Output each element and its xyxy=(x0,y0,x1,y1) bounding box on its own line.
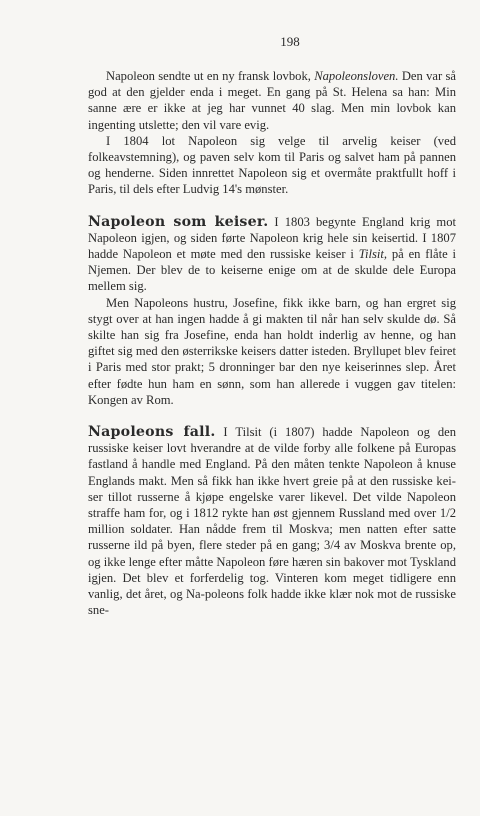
paragraph-text: I 1803 begynte England krig mot Napoleon igjen, og siden førte Napoleon krig hele sin keisertid. I 1807 hadde Napoleon et møte med den russiske keiser i xyxy=(88,214,456,262)
paragraph-text: Den var så god at den gjelder enda i meget. En gang på St. Helena sa han: Min sanne ære er ikke at jeg har vunnet 40 slag. Men min lovbok kan ingenting utslette; den vil vare evig. xyxy=(88,69,456,132)
page-number: 198 xyxy=(280,34,300,49)
section-heading: Napoleons fall. xyxy=(88,424,216,441)
paragraph-josefine: Men Napoleons hustru, Josefine, fikk ikke barn, og han ergret sig stygt over at han ingen hadde å gi makten til når han selv skulde dø. Så skilte han sig fra Josefine, enda han holdt inderlig av henne, og han giftet sig med den østerrikske keisers datter isteden. Bryllupet blev feiret i Paris med stor prakt; 5 dronninger bar den nye keiserinnes slep. Året efter fødte hun ham en sønn, som han allerede i vuggen gav titelen: Kongen av Rom. xyxy=(88,295,456,407)
fraction-half: 1/2 xyxy=(439,506,456,521)
section-napoleon-som-keiser xyxy=(88,214,456,295)
fraction-three-quarters: 3/4 xyxy=(324,538,341,553)
section-napoleons-fall xyxy=(88,424,456,618)
paragraph-napoleonsloven xyxy=(88,68,456,133)
paragraph-text: million soldater. Han nådde frem til Moskva; men natten efter satte russerne ild på byen, flere steder på en gang; xyxy=(88,522,456,553)
section-heading: Napoleon som keiser. xyxy=(88,213,269,230)
paragraph-keiser-1804: I 1804 lot Napoleon sig velge til arvelig keiser (ved folkeavstemning), og paven selv kom til Paris og salvet ham på pannen og henderne. Siden innrettet Napoleon sig et overmåte praktfullt hoff i Paris, til dels efter Ludvig 14's mønster. xyxy=(88,133,456,197)
paragraph-text: Napoleon sendte ut en ny fransk lovbok, xyxy=(106,69,315,83)
italic-term: Tilsit, xyxy=(358,247,388,262)
paragraph-text: på en flåte i Njemen. Der blev de to keiserne enige om at de skulde dele Europa mellem sig. xyxy=(88,247,456,294)
italic-term: Napoleonsloven. xyxy=(314,69,399,83)
paragraph-text: av Moskva brente op, og ikke lenge efter måtte Napoleon føre hæren sin bakover mot Tyskland igjen. Det blev et forferdelig tog. Vinteren kom meget tidligere enn vanlig, det året, og Na-poleons folk hadde ikke klær nok mot de russiske sne- xyxy=(88,538,456,618)
paragraph-text: I Tilsit (i 1807) hadde Napoleon og den russiske keiser lovt hverandre at de vilde forby alle folkene på Europas fastland å handle med England. På den måten tenkte Napoleon å knuse Englands makt. Men så fikk han ikke hvert greie på at den russiske kei-ser tillot russerne å kjøpe engelske varer likevel. Det vilde Napoleon straffe ham for, og i 1812 rykte han øst gjennem Russland med over xyxy=(88,425,456,521)
